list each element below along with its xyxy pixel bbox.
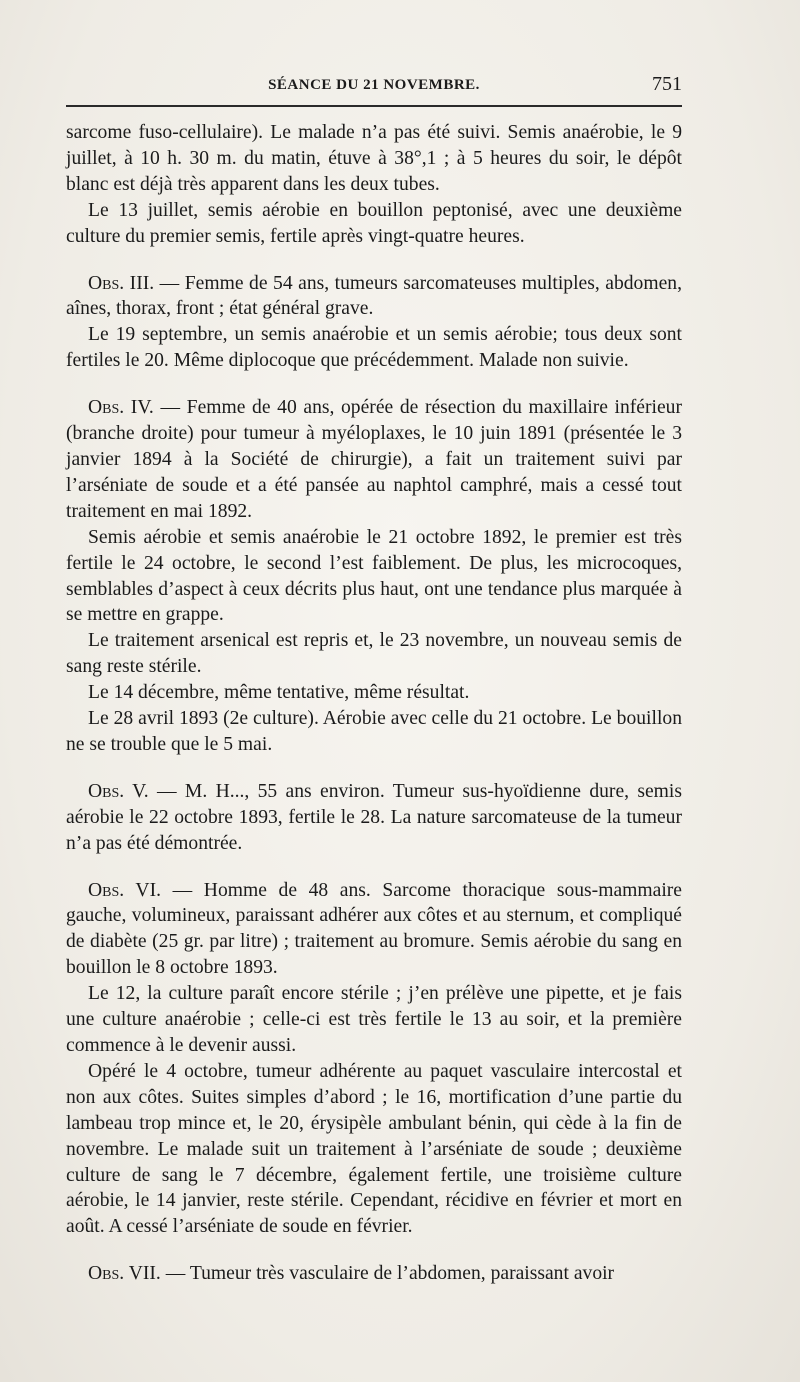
observation-text: Tumeur très vasculaire de l’abdomen, paraissant avoir [189,1263,615,1285]
observation-label: Obs. IV. — [88,397,181,419]
body-text [66,120,682,1287]
observation-text: M. H..., 55 ans environ. Tumeur sus-hyoïdienne dure, semis aérobie le 22 octobre 1893, fertile le 28. La nature sarcomateuse de la tumeur n’a pas été démontrée. [66,780,682,854]
observation-text: Femme de 54 ans, tumeurs sarcomateuses multiples, abdomen, aînes, thorax, front ; état général grave. [66,272,682,320]
observation-text: Homme de 48 ans. Sarcome thoracique sous-mammaire gauche, volumineux, paraissant adhérer aux côtes et au sternum, et compliqué de diabète (25 gr. par litre) ; traitement au bromure. Semis aérobie du sang en bouillon le 8 octobre 1893. [66,879,682,979]
observation-label: Obs. III. — [88,272,180,294]
paragraph: Le traitement arsenical est repris et, le 23 novembre, un nouveau semis de sang reste stérile. [66,630,682,678]
header-rule [66,105,682,107]
observation-paragraph [66,779,682,857]
page-header [66,73,682,101]
observation-label: Obs. VI. — [88,879,193,901]
paragraph: Le 19 septembre, un semis anaérobie et un semis aérobie; tous deux sont fertiles le 20. Même diplocoque que précédemment. Malade non suivie. [66,324,682,372]
paragraph: Le 12, la culture paraît encore stérile ; j’en prélève une pipette, et je fais une culture anaérobie ; celle-ci est très fertile le 13 au soir, et la première commence à le devenir aussi. [66,983,682,1056]
observation-label: Obs. V. — [88,780,177,802]
paragraph: Le 14 décembre, même tentative, même résultat. [88,682,470,704]
paragraph: Opéré le 4 octobre, tumeur adhérente au paquet vasculaire intercostal et non aux côtes. Suites simples d’abord ; le 16, mortification d’une partie du lambeau trop mince et, le 20, érysipèle ambulant bénin, qui cède à la fin de novembre. Le malade suit un traitement à l’arséniate de soude ; deuxième culture de sang le 7 décembre, également fertile, une troisième culture aérobie, le 14 janvier, reste stérile. Cependant, récidive en février et mort en août. A cessé l’arséniate de soude en février. [66,1060,682,1238]
observation-paragraph [66,271,682,323]
observation-text: Femme de 40 ans, opérée de résection du maxillaire inférieur (branche droite) pour tumeur à myéloplaxes, le 10 juin 1891 (présentée le 3 janvier 1894 à la Société de chirurgie), a fait un traitement suivi par l’arséniate de soude et a été pansée au naphtol camphré, mais a cessé tout traitement en mai 1892. [66,397,682,522]
observation-label: Obs. VII. — [88,1263,186,1285]
paragraph: Le 28 avril 1893 (2e culture). Aérobie avec celle du 21 octobre. Le bouillon ne se trouble que le 5 mai. [66,708,682,755]
running-title: SÉANCE DU 21 NOVEMBRE. [268,77,480,93]
paragraph: sarcome fuso-cellulaire). Le malade n’a pas été suivi. Semis anaérobie, le 9 juillet, à 10 h. 30 m. du matin, étuve à 38°,1 ; à 5 heures du soir, le dépôt blanc est déjà très apparent dans les deux tubes. [66,122,682,195]
observation-paragraph [66,1261,682,1287]
paragraph: Le 13 juillet, semis aérobie en bouillon peptonisé, avec une deuxième culture du premier semis, fertile après vingt-quatre heures. [66,199,682,247]
observation-paragraph [66,395,682,525]
paragraph: Semis aérobie et semis anaérobie le 21 octobre 1892, le premier est très fertile le 24 octobre, le second l’est faiblement. De plus, les microcoques, semblables d’aspect à ceux décrits plus haut, ont une tendance plus marquée à se mettre en grappe. [66,526,682,626]
page-number: 751 [652,73,682,95]
observation-paragraph [66,878,682,982]
